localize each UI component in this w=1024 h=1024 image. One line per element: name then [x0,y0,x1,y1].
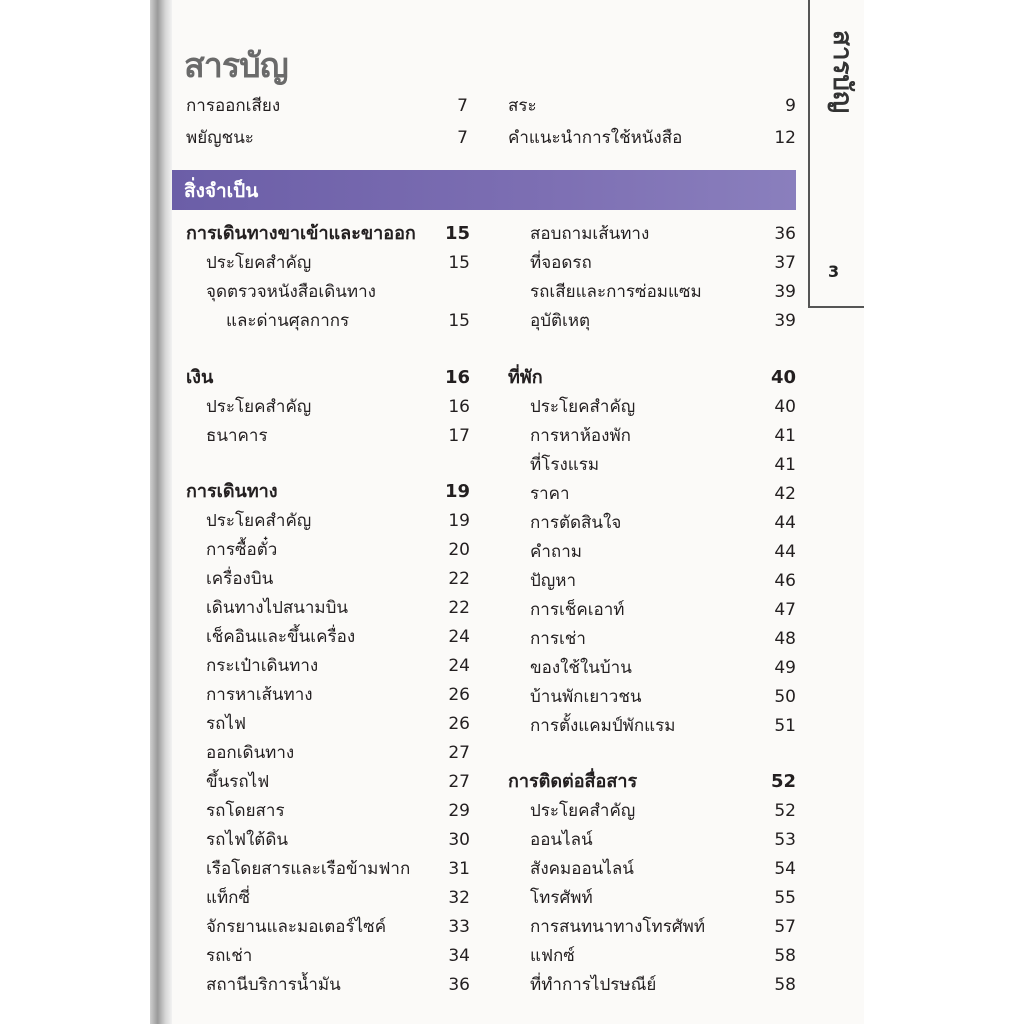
toc-entry-label: ออกเดินทาง [206,743,295,763]
toc-entry[interactable] [508,93,796,119]
toc-entry-label: แฟกซ์ [530,946,575,966]
toc-entry[interactable] [206,798,470,824]
toc-entry-label: รถไฟ [206,714,247,734]
toc-entry-page: 47 [774,600,796,620]
toc-entry-page: 7 [457,96,468,116]
toc-entry-page: 27 [448,743,470,763]
toc-entry-page: 24 [448,627,470,647]
toc-entry-label: เรือโดยสารและเรือข้ามฟาก [206,859,411,879]
toc-entry-label: เช็คอินและขึ้นเครื่อง [206,627,356,647]
toc-entry-label: ประโยคสำคัญ [530,397,636,417]
toc-heading-page: 16 [444,367,470,388]
toc-entry[interactable] [530,597,796,623]
toc-entry[interactable] [206,885,470,911]
toc-entry-page: 41 [774,455,796,475]
toc-entry[interactable] [206,566,470,592]
toc-entry-page: 30 [448,830,470,850]
toc-entry-label: พยัญชนะ [186,128,254,148]
toc-entry[interactable] [186,93,468,119]
toc-entry[interactable] [530,827,796,853]
toc-entry-label: รถเช่า [206,946,253,966]
toc-entry-page: 16 [448,397,470,417]
toc-entry[interactable] [530,655,796,681]
toc-entry[interactable] [530,885,796,911]
toc-entry-label: บ้านพักเยาวชน [530,687,642,707]
toc-entry-page: 58 [774,975,796,995]
toc-entry[interactable] [206,682,470,708]
toc-entry-label: คำถาม [530,542,582,562]
toc-entry-label: เครื่องบิน [206,569,274,589]
toc-entry-label: การออกเสียง [186,96,281,116]
toc-entry-page: 40 [774,397,796,417]
toc-entry-page: 55 [774,888,796,908]
toc-entry-label: เดินทางไปสนามบิน [206,598,349,618]
toc-entry-page: 22 [448,598,470,618]
toc-entry[interactable] [508,125,796,151]
toc-entry-label: ที่ทำการไปรษณีย์ [530,975,657,995]
toc-entry-page: 49 [774,658,796,678]
toc-entry[interactable] [206,740,470,766]
toc-entry-page: 37 [774,253,796,273]
toc-entry-page: 7 [457,128,468,148]
toc-entry-label: ของใช้ในบ้าน [530,658,632,678]
toc-entry[interactable] [530,972,796,998]
toc-entry-label: แท็กซี่ [206,888,250,908]
toc-entry-label: รถเสียและการซ่อมแซม [530,282,702,302]
toc-entry[interactable] [530,568,796,594]
toc-entry-label: ประโยคสำคัญ [206,397,312,417]
toc-heading-page: 40 [770,367,796,388]
toc-entry-label: ที่โรงแรม [530,455,600,475]
toc-heading-page: 19 [444,481,470,502]
toc-entry-label: การซื้อตั๋ว [206,540,278,560]
toc-entry-page: 41 [774,426,796,446]
toc-entry[interactable] [530,539,796,565]
toc-entry-page: 58 [774,946,796,966]
toc-heading[interactable] [508,769,796,795]
toc-entry[interactable] [206,394,470,420]
toc-entry-label: ปัญหา [530,571,577,591]
toc-heading[interactable] [508,365,796,391]
toc-entry-page: 46 [774,571,796,591]
toc-entry[interactable] [206,537,470,563]
toc-entry-label: จักรยานและมอเตอร์ไซค์ [206,917,387,937]
toc-entry-label: สถานีบริการน้ำมัน [206,975,341,995]
toc-entry[interactable] [530,798,796,824]
side-tab [808,0,864,308]
toc-entry-label: อุบัติเหตุ [530,311,591,331]
toc-entry-page: 34 [448,946,470,966]
toc-entry[interactable] [206,914,470,940]
toc-entry-page: 36 [448,975,470,995]
toc-entry-page: 54 [774,859,796,879]
toc-entry[interactable] [186,125,468,151]
toc-entry[interactable] [206,972,470,998]
toc-entry[interactable] [530,684,796,710]
toc-entry-label: ขึ้นรถไฟ [206,772,270,792]
toc-entry-label: สอบถามเส้นทาง [530,224,650,244]
toc-heading-label: ที่พัก [508,367,543,388]
toc-entry[interactable] [206,769,470,795]
toc-heading[interactable] [186,365,470,391]
toc-entry-page: 42 [774,484,796,504]
toc-entry[interactable] [530,713,796,739]
page-number: 3 [828,262,840,281]
toc-heading-label: เงิน [186,367,214,388]
toc-entry[interactable] [530,856,796,882]
toc-entry[interactable] [530,943,796,969]
toc-entry-label: ประโยคสำคัญ [206,511,312,531]
toc-entry-page: 27 [448,772,470,792]
toc-entry-page: 9 [785,96,796,116]
toc-entry[interactable] [206,423,470,449]
toc-entry[interactable] [206,653,470,679]
toc-entry-page: 19 [448,511,470,531]
toc-entry[interactable] [206,827,470,853]
toc-entry-page: 26 [448,714,470,734]
toc-entry-page: 12 [774,128,796,148]
toc-entry-page: 39 [774,282,796,302]
book-spine-shadow [150,0,172,1024]
toc-entry-label: โทรศัพท์ [530,888,593,908]
toc-entry-page: 48 [774,629,796,649]
toc-entry-page: 32 [448,888,470,908]
toc-entry-page: 17 [448,426,470,446]
toc-entry[interactable] [530,452,796,478]
toc-entry-page: 57 [774,917,796,937]
toc-entry-label: การตัดสินใจ [530,513,622,533]
toc-entry-label: คำแนะนำการใช้หนังสือ [508,128,683,148]
toc-entry-label: ประโยคสำคัญ [206,253,312,273]
toc-entry-page: 53 [774,830,796,850]
toc-entry-label: สังคมออนไลน์ [530,859,634,879]
toc-entry-label: การหาห้องพัก [530,426,631,446]
toc-entry-page: 50 [774,687,796,707]
section-header-bar [172,170,796,210]
toc-entry-page: 36 [774,224,796,244]
page-title: สารบัญ [184,46,288,86]
toc-entry-page: 44 [774,542,796,562]
section-header-label: สิ่งจำเป็น [184,180,259,202]
toc-entry-page: 31 [448,859,470,879]
toc-entry-label: ธนาคาร [206,426,268,446]
toc-entry[interactable] [530,914,796,940]
toc-entry-label: รถไฟใต้ดิน [206,830,289,850]
toc-entry-label: ประโยคสำคัญ [530,801,636,821]
toc-entry[interactable] [206,250,470,276]
toc-entry-page: 26 [448,685,470,705]
toc-entry[interactable] [530,250,796,276]
toc-heading-label: การติดต่อสื่อสาร [508,771,638,792]
toc-entry-page: 24 [448,656,470,676]
toc-entry[interactable] [206,279,470,305]
toc-heading-page: 15 [444,223,470,244]
toc-entry-label: การเช่า [530,629,586,649]
toc-entry-page: 15 [448,253,470,273]
toc-entry-page: 39 [774,311,796,331]
toc-entry-page: 15 [448,311,470,331]
toc-entry-label: การตั้งแคมป์พักแรม [530,716,676,736]
toc-entry[interactable] [530,481,796,507]
toc-heading-label: การเดินทางขาเข้าและขาออก [186,223,416,244]
toc-entry-page: 51 [774,716,796,736]
toc-entry-label: การเช็คเอาท์ [530,600,625,620]
toc-entry-label: รถโดยสาร [206,801,285,821]
toc-entry-label: สระ [508,96,537,116]
toc-heading-label: การเดินทาง [186,481,278,502]
toc-entry-page: 44 [774,513,796,533]
toc-entry[interactable] [226,308,470,334]
toc-entry-label: จุดตรวจหนังสือเดินทาง [206,282,376,302]
toc-entry-label: และด่านศุลกากร [226,311,350,331]
toc-entry-label: การสนทนาทางโทรศัพท์ [530,917,706,937]
toc-entry-label: กระเป๋าเดินทาง [206,656,319,676]
toc-entry[interactable] [530,221,796,247]
toc-entry-label: ออนไลน์ [530,830,593,850]
side-tab-label: สารบัญ [827,30,857,114]
toc-entry[interactable] [530,626,796,652]
toc-entry[interactable] [530,394,796,420]
toc-entry-label: ที่จอดรถ [530,253,592,273]
toc-entry[interactable] [206,943,470,969]
toc-heading[interactable] [186,479,470,505]
toc-entry[interactable] [206,711,470,737]
toc-entry[interactable] [530,510,796,536]
toc-entry-page: 29 [448,801,470,821]
toc-entry-page: 52 [774,801,796,821]
toc-entry[interactable] [206,624,470,650]
toc-entry[interactable] [530,279,796,305]
toc-entry[interactable] [206,508,470,534]
toc-entry-page: 20 [448,540,470,560]
toc-entry-label: ราคา [530,484,570,504]
toc-entry[interactable] [530,423,796,449]
toc-entry-page: 33 [448,917,470,937]
toc-entry[interactable] [206,595,470,621]
toc-entry[interactable] [530,308,796,334]
toc-entry-page: 22 [448,569,470,589]
toc-entry[interactable] [206,856,470,882]
toc-entry-label: การหาเส้นทาง [206,685,313,705]
toc-heading-page: 52 [770,771,796,792]
toc-heading[interactable] [186,221,470,247]
